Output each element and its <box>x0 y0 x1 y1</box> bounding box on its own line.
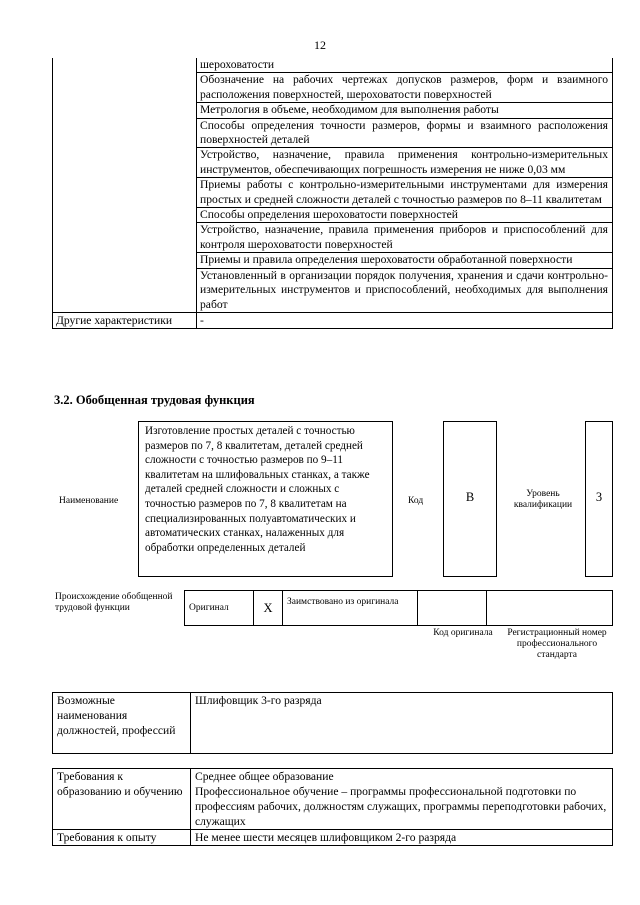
education-line: Профессиональное обучение – программы профессиональной подготовки по профессиям рабочих, должностям служащих, программы переподготовки рабочих, служащих <box>195 785 607 828</box>
table-row: Устройство, назначение, правила применения контрольно-измерительных инструментов, обеспечивающих погрешность измерения не ниже 0,03 мм <box>197 148 613 178</box>
registration-number-caption: Регистрационный номер профессионального стандарта <box>507 628 607 660</box>
education-value <box>191 769 613 830</box>
table-row: Приемы и правила определения шероховатости обработанной поверхности <box>197 253 613 268</box>
name-label: Наименование <box>59 496 119 506</box>
table-row: Способы определения точности размеров, формы и взаимного расположения поверхностей деталей <box>197 118 613 148</box>
positions-value: Шлифовщик 3-го разряда <box>191 693 613 754</box>
table-row: Обозначение на рабочих чертежах допусков размеров, форм и взаимного расположения поверхностей, шероховатости поверхностей <box>197 73 613 103</box>
experience-value: Не менее шести месяцев шлифовщиком 2-го разряда <box>191 830 613 846</box>
education-label: Требования к образованию и обучению <box>53 769 191 830</box>
original-mark: X <box>254 591 283 626</box>
other-characteristics-label: Другие характеристики <box>53 312 197 328</box>
table-row: Способы определения шероховатости поверхностей <box>197 208 613 223</box>
code-label: Код <box>408 496 424 506</box>
origin-code-cell <box>418 591 487 626</box>
table-row: шероховатости <box>197 58 613 73</box>
table-row: Метрология в объеме, необходимом для выполнения работы <box>197 103 613 118</box>
education-line: Среднее общее образование <box>195 770 334 783</box>
origin-label: Происхождение обобщенной трудовой функции <box>55 592 173 613</box>
experience-label: Требования к опыту <box>53 830 191 846</box>
other-characteristics-value: - <box>197 312 613 328</box>
table-row: Приемы работы с контрольно-измерительными инструментами для измерения простых и средней сложности деталей с точностью размеров по 8–11 квалитетам <box>197 178 613 208</box>
registration-number-cell <box>487 591 613 626</box>
level-label: Уровень квалификации <box>513 489 573 510</box>
positions-table <box>52 692 613 754</box>
code-value: B <box>465 490 475 504</box>
knowledge-table <box>52 58 613 329</box>
origin-table <box>184 590 613 626</box>
function-name-box: Изготовление простых деталей с точностью размеров по 7, 8 квалитетам, деталей средней сложности с точностью размеров по 9–11 квалитетам на шлифовальных станках, а также деталей средней сложности и сложных с точностью размеров по 7, 8 квалитетам на специализированных полуавтоматических и автоматических станках, налаженных для обработки определенных деталей <box>138 421 393 577</box>
table-row: Устройство, назначение, правила применения приборов и приспособлений для контроля шероховатости поверхностей <box>197 223 613 253</box>
empty-cell <box>53 58 197 312</box>
table-row: Установленный в организации порядок получения, хранения и сдачи контрольно-измерительных инструментов и приспособлений, необходимых для выполнения работ <box>197 268 613 312</box>
borrowed-label: Заимствовано из оригинала <box>283 591 418 626</box>
original-label: Оригинал <box>185 591 254 626</box>
page-number: 12 <box>314 38 326 52</box>
section-title: 3.2. Обобщенная трудовая функция <box>54 393 255 407</box>
code-original-caption: Код оригинала <box>433 628 493 638</box>
positions-label: Возможные наименования должностей, профессий <box>53 693 191 754</box>
requirements-table <box>52 768 613 846</box>
level-value: 3 <box>595 490 603 504</box>
